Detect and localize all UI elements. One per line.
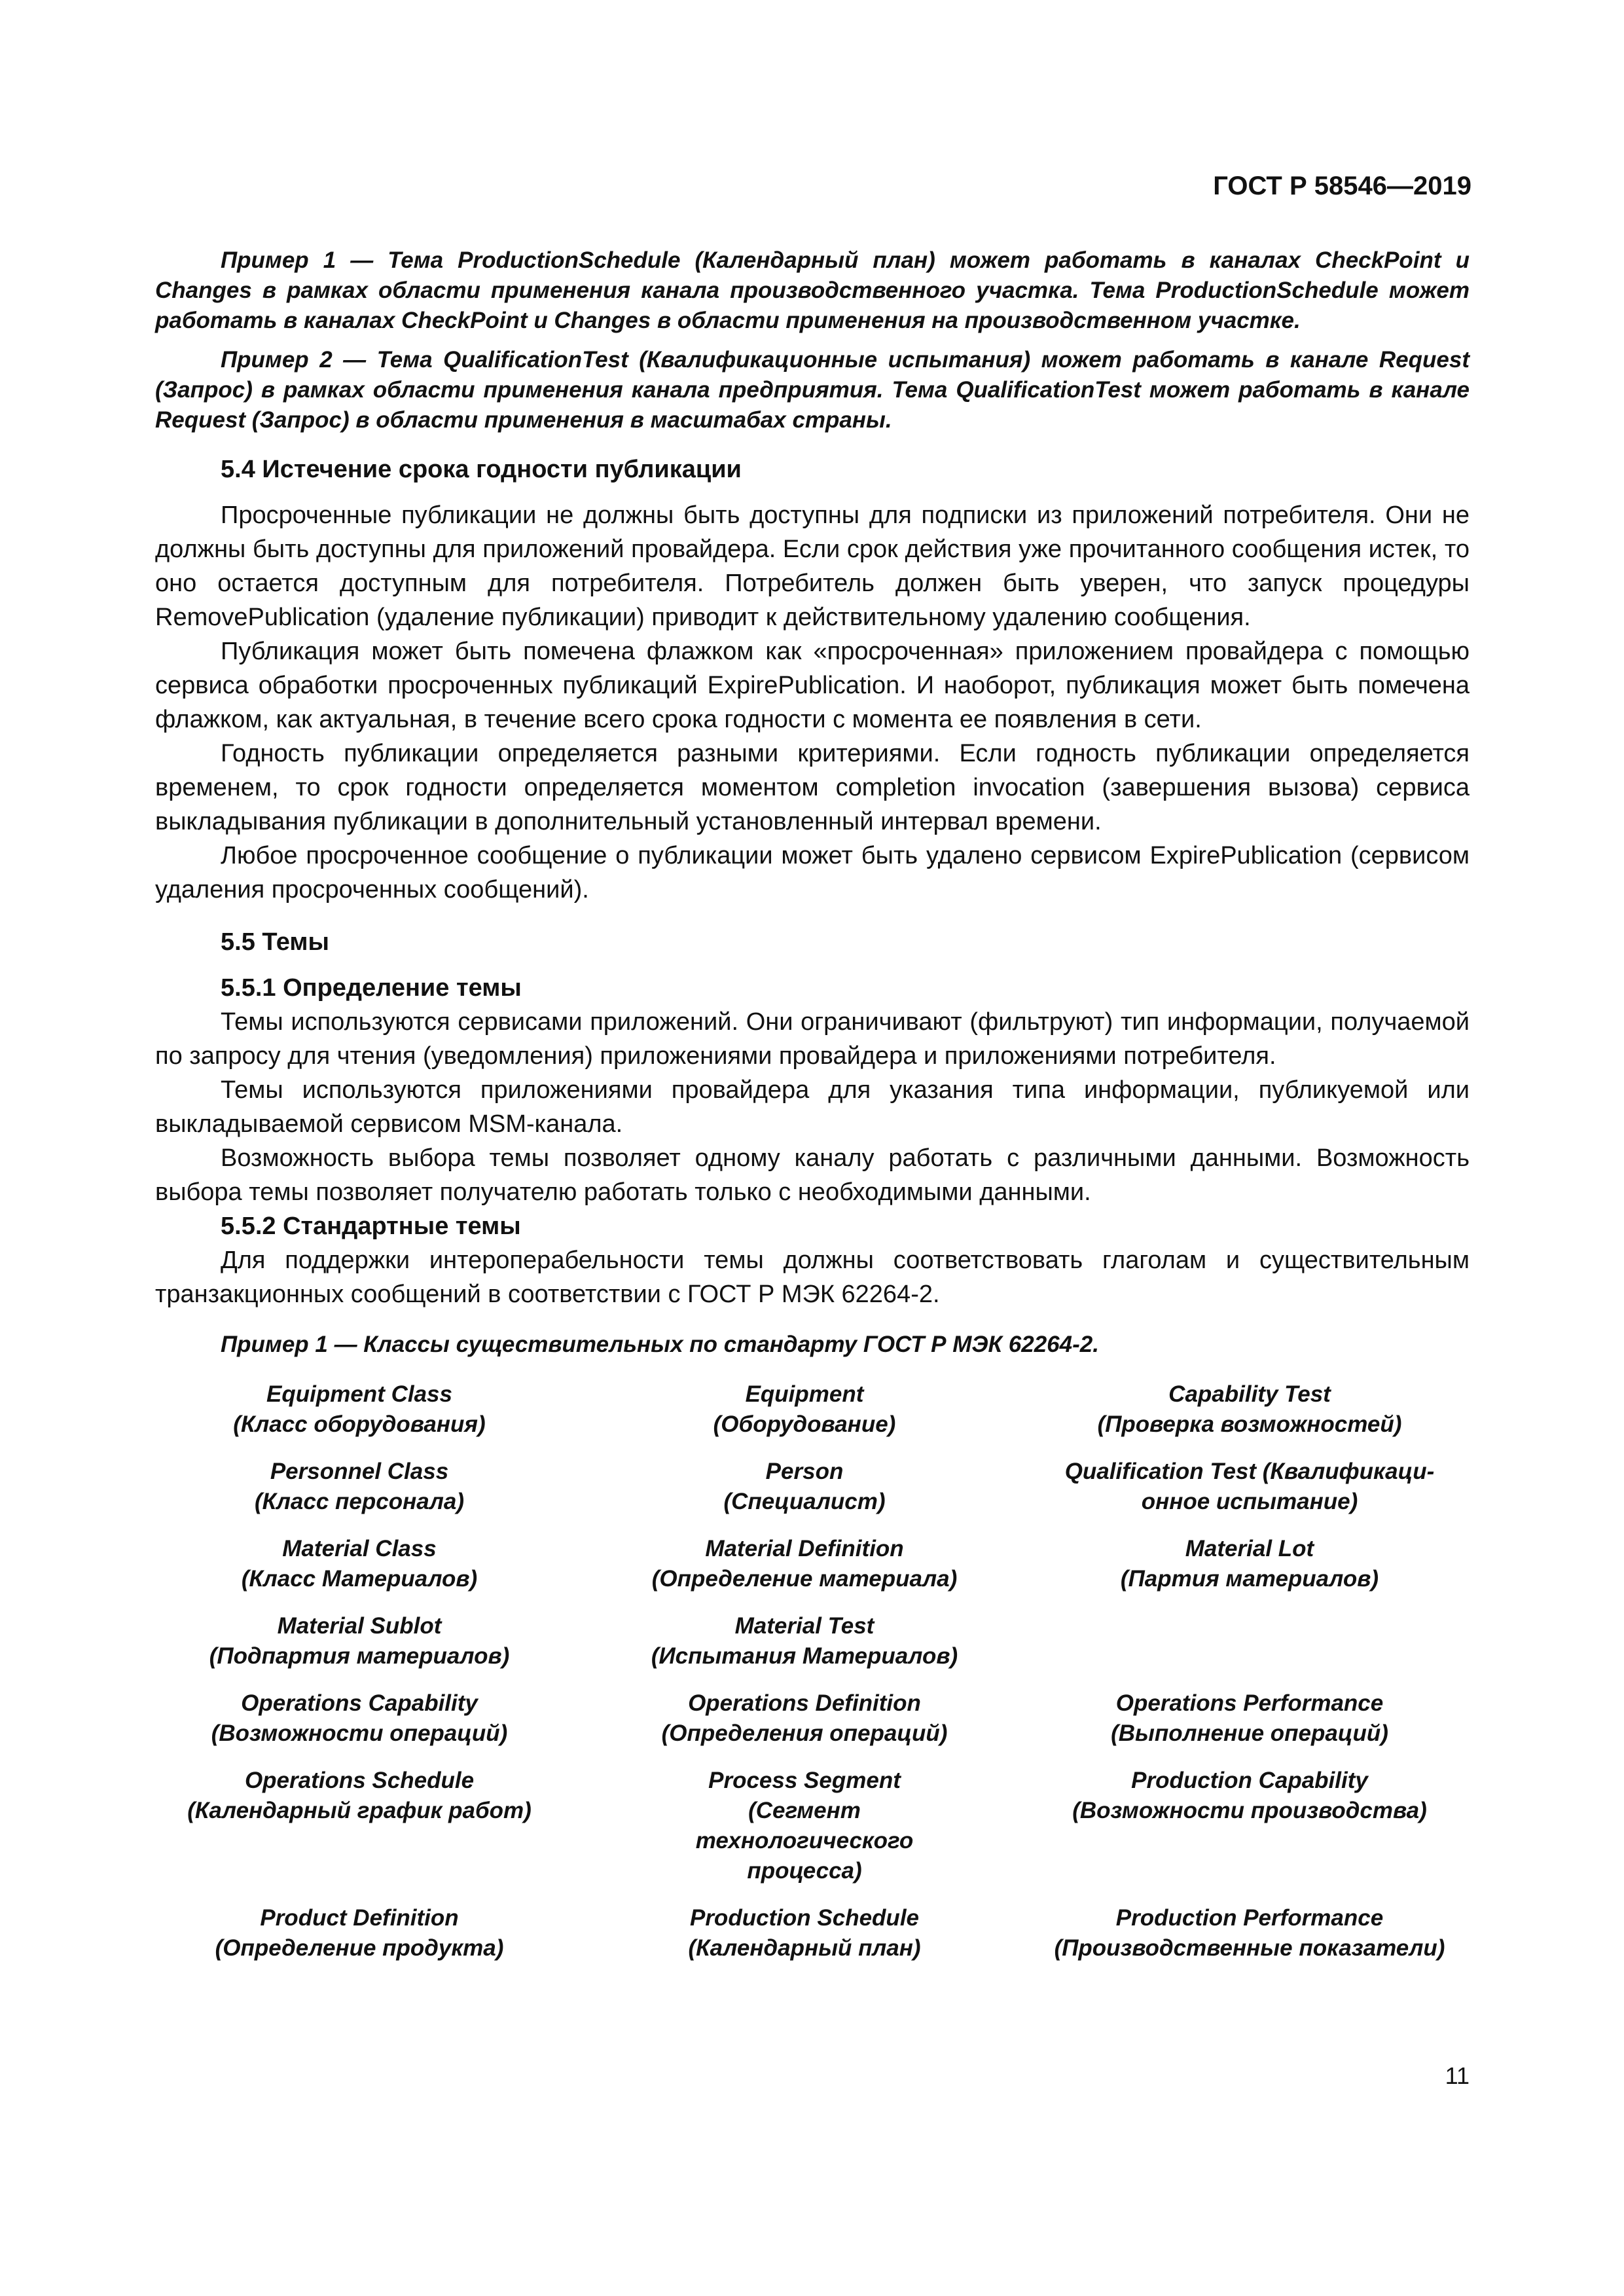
section-5-5-title: 5.5 Темы [221,928,329,956]
noun-class-item: Material Definition (Определение материала) [651,1536,958,1592]
noun-class-item: Material Sublot (Подпартия материалов) [209,1613,510,1669]
page-number: 11 [1445,2062,1470,2089]
noun-classes-grid [137,1379,1470,1963]
noun-class-item: Production Capability (Возможности производства) [1072,1768,1427,1823]
document-id-header: ГОСТ Р 58546—2019 [1213,172,1471,200]
paragraph: Годность публикации определяется разными критериями. Если годность публикации определяется временем, то срок годности определяется моментом completion invocation (завершения вызова) сервиса выкладывания публикации в дополнительный установленный интервал времени. [155,740,1470,835]
noun-class-empty [1027,1611,1472,1671]
noun-class-item: Operations Performance (Выполнение операций) [1111,1690,1388,1746]
noun-class-item: Production Schedule (Календарный план) [688,1905,921,1961]
example-2-note: Пример 2 — Тема QualificationTest (Квалификационные испытания) может работать в канале Request (Запрос) в рамках области применения канала предприятия. Тема QualificationTest может работать в канале Request (Запрос) в области применения в масштабах страны. [155,347,1470,433]
noun-class-item: Production Performance (Производственные показатели) [1054,1905,1445,1961]
noun-class-item: Material Test (Испытания Материалов) [651,1613,958,1669]
section-5-5-2-title: 5.5.2 Стандартные темы [221,1212,521,1240]
noun-class-item: Capability Test (Проверка возможностей) [1097,1381,1402,1437]
noun-class-item: Operations Definition (Определения операций) [661,1690,948,1746]
noun-class-item: Operations Capability (Возможности операций) [211,1690,508,1746]
noun-class-item: Equipment (Оборудование) [713,1381,896,1437]
noun-class-item: Person (Специалист) [723,1459,886,1514]
paragraph: Любое просроченное сообщение о публикации может быть удалено сервисом ExpirePublication (сервисом удаления просроченных сообщений). [155,842,1470,903]
section-5-4-title: 5.4 Истечение срока годности публикации [221,456,742,483]
page-content [155,246,1470,1963]
paragraph: Темы используются приложениями провайдера для указания типа информации, публикуемой или выкладываемой сервисом MSM-канала. [155,1076,1470,1138]
section-5-5-1-title: 5.5.1 Определение темы [221,974,522,1002]
noun-class-item: Personnel Class (Класс персонала) [254,1459,465,1514]
noun-class-item: Material Lot (Партия материалов) [1120,1536,1379,1592]
noun-class-item: Material Class (Класс Материалов) [241,1536,478,1592]
paragraph: Возможность выбора темы позволяет одному каналу работать с различными данными. Возможность выбора темы позволяет получателю работать только с необходимыми данными. [155,1144,1470,1206]
paragraph: Для поддержки интероперабельности темы должны соответствовать глаголам и существительным транзакционных сообщений в соответствии с ГОСТ Р МЭК 62264-2. [155,1247,1470,1308]
example-noun-classes-title: Пример 1 — Классы существительных по стандарту ГОСТ Р МЭК 62264-2. [221,1332,1099,1357]
noun-class-item: Process Segment (Сегмент технологического процесса) [695,1768,914,1884]
paragraph: Темы используются сервисами приложений. Они ограничивают (фильтруют) тип информации, получаемой по запросу для чтения (уведомления) приложениями провайдера и приложениями потребителя. [155,1008,1470,1070]
noun-class-item: Qualification Test (Квалификаци- онное испытание) [1064,1459,1435,1514]
paragraph: Просроченные публикации не должны быть доступны для подписки из приложений потребителя. Они не должны быть доступны для приложений провайдера. Если срок действия уже прочитанного сообщения истек, то оно остается доступным для потребителя. Потребитель должен быть уверен, что запуск процедуры RemovePublication (удаление публикации) приводит к действительному удалению сообщения. [155,501,1470,631]
paragraph: Публикация может быть помечена флажком как «просроченная» приложением провайдера с помощью сервиса обработки просроченных публикаций ExpirePublication. И наоборот, публикация может быть помечена флажком, как актуальная, в течение всего срока годности с момента ее появления в сети. [155,638,1470,733]
noun-class-item: Product Definition (Определение продукта) [215,1905,504,1961]
noun-class-item: Operations Schedule (Календарный график работ) [187,1768,532,1823]
example-1-note: Пример 1 — Тема ProductionSchedule (Календарный план) может работать в каналах CheckPoint и Changes в рамках области применения канала производственного участка. Тема ProductionSchedule может работать в каналах CheckPoint и Changes в области применения на производственном участке. [155,247,1470,333]
noun-class-item: Equipment Class (Класс оборудования) [233,1381,486,1437]
